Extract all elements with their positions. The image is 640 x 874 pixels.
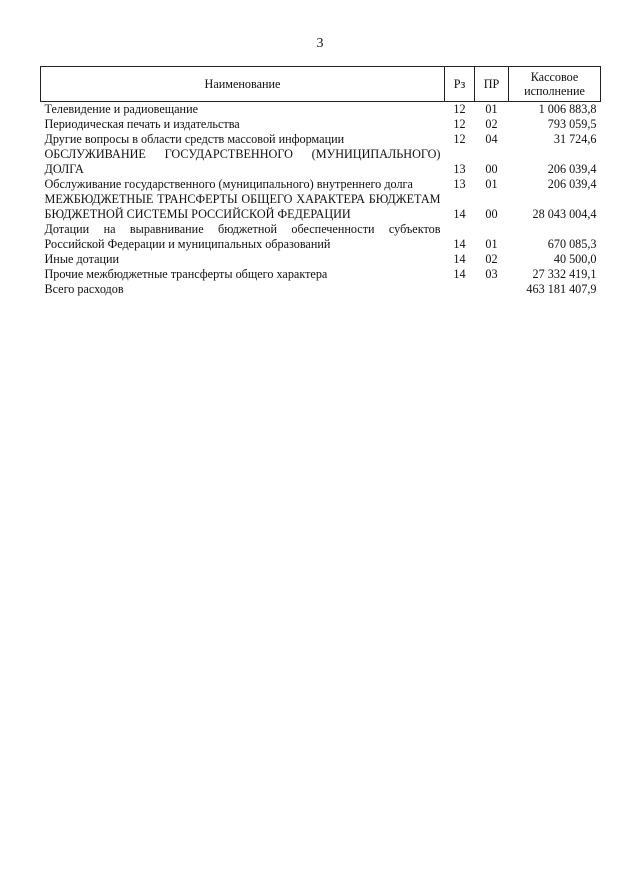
row-amount: 31 724,6: [553, 132, 597, 146]
row-amount: 670 085,3: [547, 237, 597, 251]
row-pr: 04: [485, 132, 498, 146]
table-row: [41, 102, 601, 118]
row-pr: 02: [485, 252, 498, 266]
header-amount: Кассовое исполнение: [509, 67, 601, 102]
table-row: [41, 222, 601, 252]
total-row: [41, 282, 601, 297]
row-amount: 40 500,0: [553, 252, 597, 266]
table-row: [41, 267, 601, 282]
page-number: 3: [316, 36, 324, 51]
row-amount: 1 006 883,8: [538, 102, 597, 116]
total-label: Всего расходов: [44, 282, 124, 296]
row-pr: 01: [485, 177, 498, 191]
row-name: Периодическая печать и издательства: [44, 117, 240, 131]
row-rz: 14: [453, 237, 466, 251]
total-amount: 463 181 407,9: [526, 282, 597, 296]
row-pr: [475, 282, 509, 297]
row-rz: 14: [453, 207, 466, 221]
table-row: [41, 132, 601, 147]
row-pr: 00: [485, 207, 498, 221]
header-rz: Рз: [445, 67, 475, 102]
row-amount: 793 059,5: [547, 117, 597, 131]
row-rz: 12: [453, 117, 466, 131]
row-rz: 14: [453, 267, 466, 281]
expenditure-table: [40, 66, 601, 297]
row-pr: 02: [485, 117, 498, 131]
row-name: Дотации на выравнивание бюджетной обеспеченности субъектов Российской Федерации и муниципальных образований: [44, 222, 441, 251]
table-header: [41, 67, 601, 102]
row-amount: 27 332 419,1: [532, 267, 597, 281]
row-rz: 12: [453, 132, 466, 146]
table-row: [41, 117, 601, 132]
row-name: Иные дотации: [44, 252, 120, 266]
header-name: Наименование: [41, 67, 445, 102]
row-name: Телевидение и радиовещание: [44, 102, 198, 116]
table-row: [41, 177, 601, 192]
row-pr: 01: [485, 102, 498, 116]
row-rz: [445, 282, 475, 297]
row-rz: 13: [453, 162, 466, 176]
table-row: [41, 147, 601, 177]
row-name: Обслуживание государственного (муниципального) внутреннего долга: [44, 177, 413, 191]
row-amount: 28 043 004,4: [532, 207, 597, 221]
row-amount: 206 039,4: [547, 162, 597, 176]
row-name: МЕЖБЮДЖЕТНЫЕ ТРАНСФЕРТЫ ОБЩЕГО ХАРАКТЕРА БЮДЖЕТАМ БЮДЖЕТНОЙ СИСТЕМЫ РОССИЙСКОЙ ФЕДЕРАЦИИ: [44, 192, 441, 221]
row-pr: 03: [485, 267, 498, 281]
header-pr: ПР: [475, 67, 509, 102]
row-rz: 14: [453, 252, 466, 266]
row-amount: 206 039,4: [547, 177, 597, 191]
table-row: [41, 252, 601, 267]
row-name: Другие вопросы в области средств массовой информации: [44, 132, 345, 146]
row-rz: 13: [453, 177, 466, 191]
row-pr: 00: [485, 162, 498, 176]
row-name: Прочие межбюджетные трансферты общего характера: [44, 267, 328, 281]
row-name: ОБСЛУЖИВАНИЕ ГОСУДАРСТВЕННОГО (МУНИЦИПАЛЬНОГО) ДОЛГА: [44, 147, 441, 176]
row-rz: 12: [453, 102, 466, 116]
row-pr: 01: [485, 237, 498, 251]
table-row: [41, 192, 601, 222]
